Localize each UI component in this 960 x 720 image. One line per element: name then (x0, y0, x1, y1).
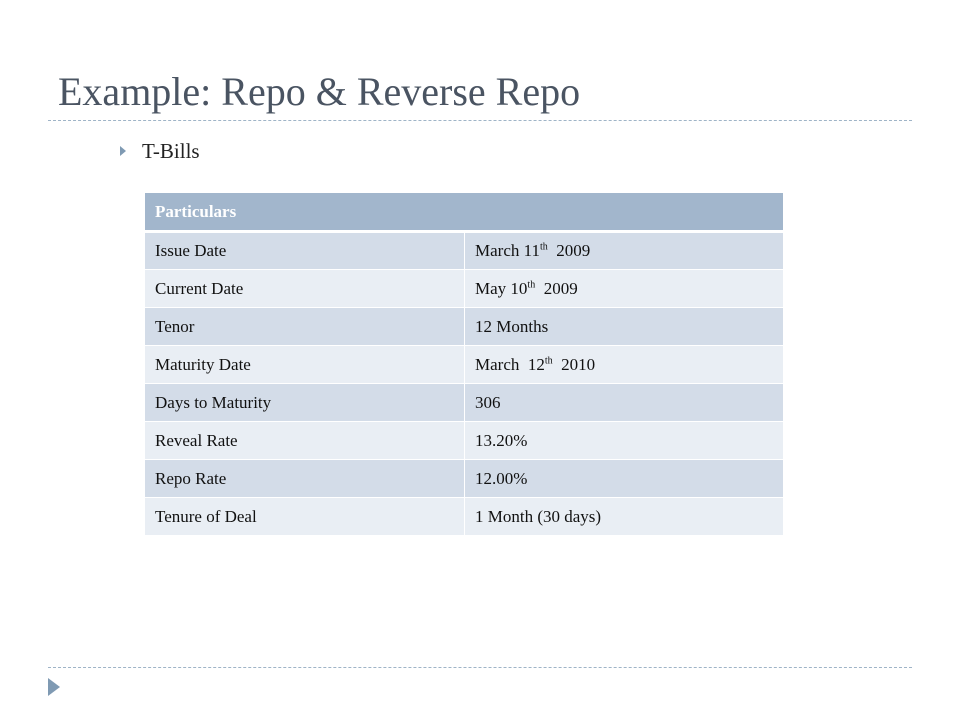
table-row (145, 384, 784, 422)
row-value (465, 270, 784, 308)
row-label: Issue Date (145, 232, 465, 270)
footer-divider (48, 667, 912, 668)
table-row (145, 422, 784, 460)
table-header-row (145, 193, 784, 232)
row-value (465, 308, 784, 346)
row-label: Tenure of Deal (145, 498, 465, 536)
ordinal-suffix: th (527, 278, 536, 290)
row-value (465, 384, 784, 422)
row-label: Tenor (145, 308, 465, 346)
table-row (145, 346, 784, 384)
table-row (145, 308, 784, 346)
particulars-table (144, 192, 784, 536)
row-value-text: 13.20% (475, 430, 528, 450)
table-header-particulars: Particulars (145, 193, 784, 232)
table-row (145, 498, 784, 536)
slide-title: Example: Repo & Reverse Repo (58, 69, 581, 114)
table-row (145, 270, 784, 308)
row-value-text: 306 (475, 392, 501, 412)
row-value (465, 498, 784, 536)
row-value (465, 460, 784, 498)
row-value-text: 12.00% (475, 468, 528, 488)
row-label: Maturity Date (145, 346, 465, 384)
table-row (145, 460, 784, 498)
row-value-text: 1 Month (30 days) (475, 506, 602, 526)
bullet-triangle-icon (120, 146, 126, 156)
row-value-text: March 12 (475, 354, 545, 374)
footer-triangle-icon (48, 678, 60, 696)
ordinal-suffix: th (540, 241, 548, 253)
row-value-year: 2009 (535, 278, 578, 298)
row-value (465, 232, 784, 270)
table-row (145, 232, 784, 270)
row-value-year: 2010 (552, 354, 596, 374)
row-label: Days to Maturity (145, 384, 465, 422)
row-value-text: May 10 (475, 278, 528, 298)
title-divider (48, 120, 912, 121)
table-body (145, 232, 784, 536)
row-label: Reveal Rate (145, 422, 465, 460)
bullet-text: T-Bills (142, 138, 200, 163)
ordinal-suffix: th (544, 354, 553, 366)
row-value-text: March 11 (475, 241, 540, 260)
row-value-text: 12 Months (475, 316, 549, 336)
row-value-year: 2009 (547, 241, 591, 260)
bullet-item (120, 134, 200, 168)
row-label: Repo Rate (145, 460, 465, 498)
row-value (465, 346, 784, 384)
row-value (465, 422, 784, 460)
row-label: Current Date (145, 270, 465, 308)
